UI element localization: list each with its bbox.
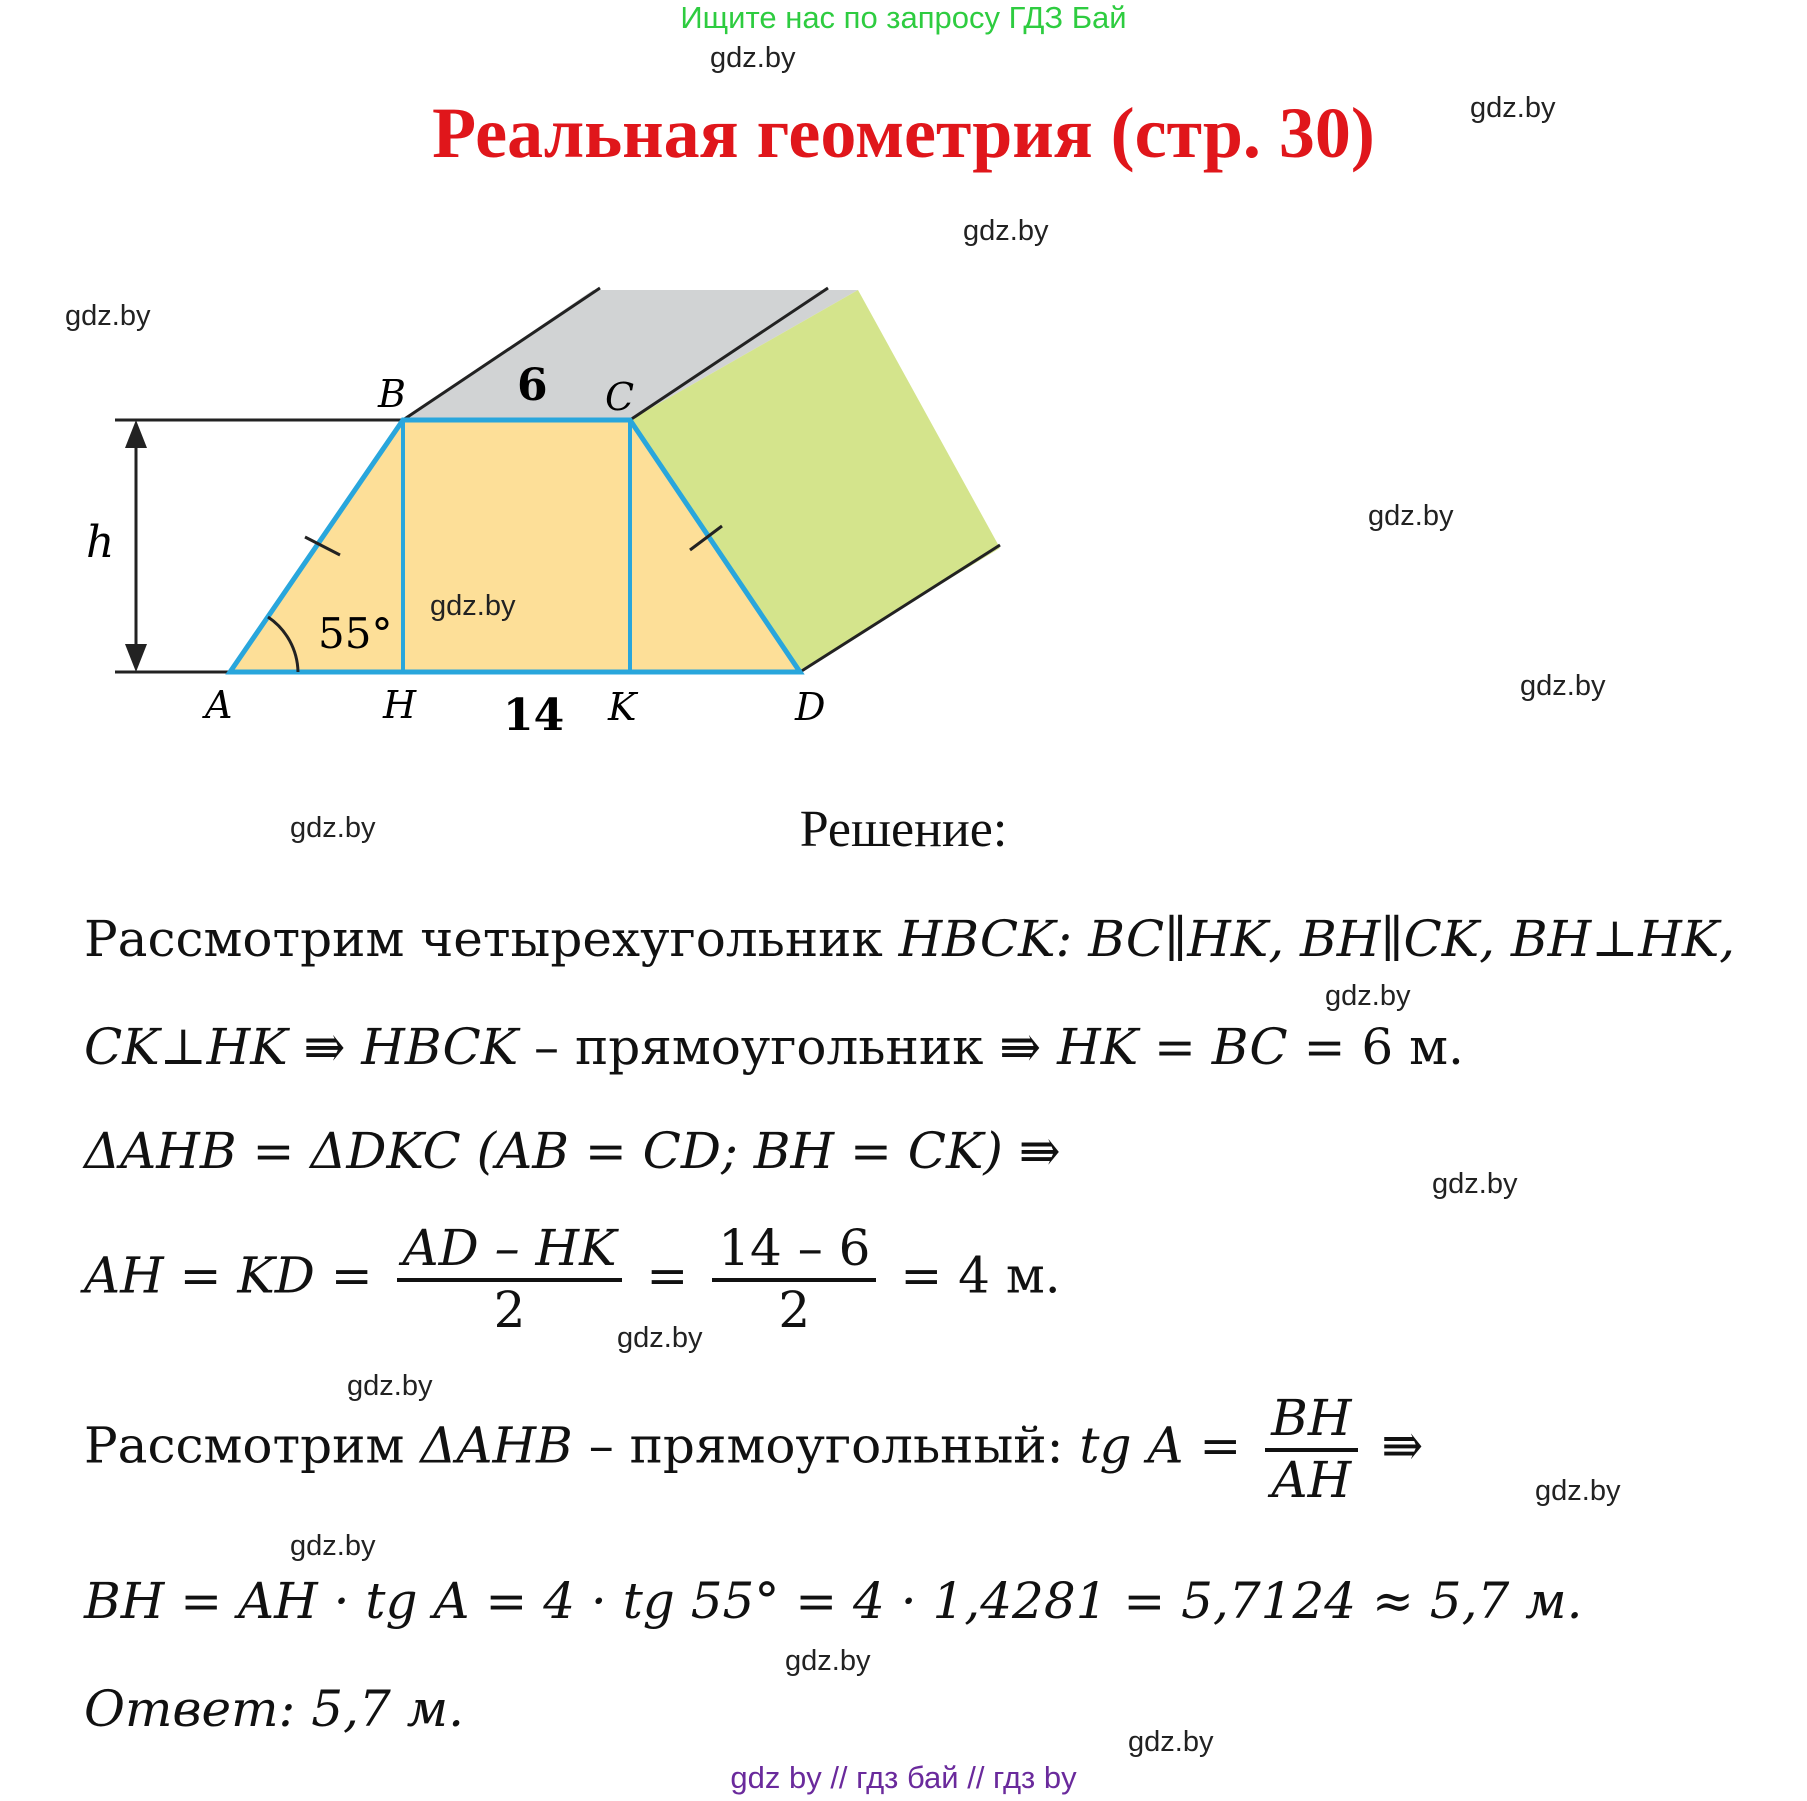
watermark: gdz.by <box>1432 1168 1518 1200</box>
line5-tail: ⇛ <box>1381 1416 1424 1475</box>
label-angle: 55° <box>318 609 393 658</box>
watermark: gdz.by <box>963 215 1049 247</box>
watermark: gdz.by <box>290 812 376 844</box>
label-h: h <box>86 517 115 568</box>
height-arrow-top <box>125 420 147 448</box>
watermark: gdz.by <box>290 1530 376 1562</box>
label-K: K <box>608 685 637 729</box>
trapezoid-figure <box>0 270 1020 750</box>
label-top-length: 6 <box>517 360 548 411</box>
footer-links[interactable]: gdz by // гдз бай // гдз by <box>730 1760 1077 1795</box>
watermark: gdz.by <box>430 590 516 622</box>
fraction-1-denominator: 2 <box>493 1280 526 1339</box>
label-D: D <box>795 685 826 729</box>
line3-expr: ΔAHB = ΔDKC (AB = CD; BH = CK) ⇛ <box>84 1122 1061 1180</box>
watermark: gdz.by <box>1470 92 1556 124</box>
watermark: gdz.by <box>1368 500 1454 532</box>
watermark: gdz.by <box>785 1645 871 1677</box>
line5-text: Рассмотрим <box>84 1416 421 1475</box>
line2-tail: = 6 м. <box>1287 1018 1464 1076</box>
line1-text: Рассмотрим четырехугольник <box>84 910 899 968</box>
line2-text: – прямоугольник ⇛ <box>518 1018 1058 1076</box>
answer: Ответ: 5,7 м. <box>84 1680 465 1738</box>
fraction-2-denominator: 2 <box>778 1280 811 1339</box>
label-A: A <box>205 683 233 727</box>
line4-tail: = 4 м. <box>900 1246 1061 1305</box>
label-C: C <box>605 375 635 419</box>
solution-line-5 <box>84 1390 1423 1509</box>
line5-text2: – прямоугольный: <box>572 1416 1080 1475</box>
solution-line-1 <box>84 910 1735 968</box>
solution-line-3 <box>84 1122 1061 1180</box>
fraction-2 <box>712 1220 876 1339</box>
fraction-3-numerator: BH <box>1265 1390 1357 1452</box>
watermark: gdz.by <box>1520 670 1606 702</box>
watermark: gdz.by <box>1535 1475 1621 1507</box>
line1-expr: HBCK: BC∥HK, BH∥CK, BH⊥HK, <box>898 910 1736 968</box>
height-arrow-bottom <box>125 644 147 672</box>
watermark: gdz.by <box>1128 1726 1214 1758</box>
watermark: gdz.by <box>65 300 151 332</box>
watermark: gdz.by <box>1325 980 1411 1012</box>
watermark: gdz.by <box>347 1370 433 1402</box>
search-banner: Ищите нас по запросу ГДЗ Бай <box>680 0 1127 35</box>
line2-expr1: CK⊥HK ⇛ HBCK <box>84 1018 519 1076</box>
fraction-1 <box>397 1220 623 1339</box>
watermark: gdz.by <box>710 42 796 74</box>
line6-expr: BH = AH · tg A = 4 · tg 55° = 4 · 1,4281 = 5,7124 ≈ 5,7 м. <box>84 1572 1583 1630</box>
fraction-1-numerator: AD – HK <box>397 1220 623 1282</box>
label-H: H <box>383 683 417 727</box>
line2-expr2: HK = BC <box>1057 1018 1288 1076</box>
page-title: Реальная геометрия (стр. 30) <box>432 93 1375 173</box>
line5-expr: ΔAHB <box>420 1416 573 1475</box>
line4-lhs: AH = KD = <box>84 1246 373 1305</box>
label-B: B <box>378 372 406 416</box>
watermark: gdz.by <box>617 1322 703 1354</box>
fraction-3 <box>1265 1390 1357 1509</box>
solution-line-4 <box>84 1220 1061 1339</box>
line5-expr2: tg A = <box>1079 1416 1242 1475</box>
solution-heading: Решение: <box>799 801 1008 858</box>
solution-line-2 <box>84 1018 1464 1076</box>
label-bottom-length: 14 <box>503 690 565 741</box>
fraction-3-denominator: AH <box>1271 1450 1352 1509</box>
line4-eq: = <box>646 1246 689 1305</box>
fraction-2-numerator: 14 – 6 <box>712 1220 876 1282</box>
solution-line-6 <box>84 1572 1583 1630</box>
